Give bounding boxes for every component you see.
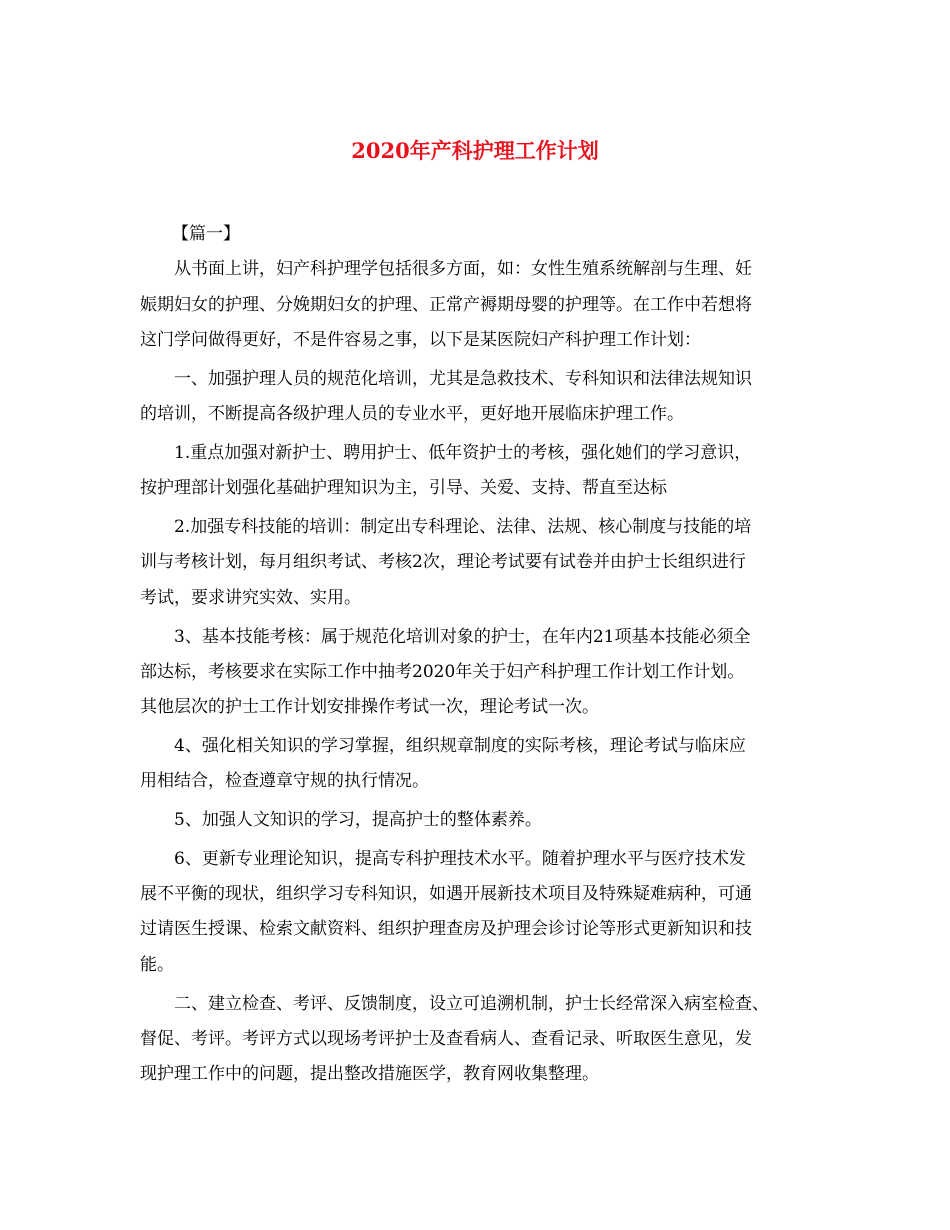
paragraph-line: 这门学问做得更好，不是件容易之事，以下是某医院妇产科护理工作计划：	[140, 330, 701, 350]
section-heading: 【篇一】	[172, 224, 240, 244]
paragraph-line: 训与考核计划，每月组织考试、考核2次，理论考试要有试卷并由护士长组织进行	[140, 552, 746, 572]
paragraph-line: 从书面上讲，妇产科护理学包括很多方面，如：女性生殖系统解剖与生理、妊	[174, 259, 752, 279]
paragraph-line: 一、加强护理人员的规范化培训，尤其是急救技术、专科知识和法律法规知识	[174, 369, 752, 389]
paragraph-line: 二、建立检查、考评、反馈制度，设立可追溯机制，护士长经常深入病室检查、	[174, 994, 769, 1014]
paragraph-line: 娠期妇女的护理、分娩期妇女的护理、正常产褥期母婴的护理等。在工作中若想将	[140, 295, 752, 315]
paragraph-line: 2.加强专科技能的培训：制定出专科理论、法律、法规、核心制度与技能的培	[174, 517, 752, 537]
paragraph-line: 督促、考评。考评方式以现场考评护士及查看病人、查看记录、听取医生意见，发	[140, 1029, 752, 1049]
paragraph-line: 展不平衡的现状，组织学习专科知识，如遇开展新技术项目及特殊疑难病种，可通	[140, 884, 752, 904]
paragraph-line: 5、加强人文知识的学习，提高护士的整体素养。	[174, 810, 542, 830]
paragraph-line: 其他层次的护士工作计划安排操作考试一次，理论考试一次。	[140, 697, 599, 717]
paragraph-line: 考试，要求讲究实效、实用。	[140, 588, 361, 608]
paragraph-line: 的培训，不断提高各级护理人员的专业水平，更好地开展临床护理工作。	[140, 404, 684, 424]
paragraph-line: 能。	[140, 955, 174, 975]
paragraph-line: 用相结合，检查遵章守规的执行情况。	[140, 771, 429, 791]
paragraph-line: 部达标，考核要求在实际工作中抽考2020年关于妇产科护理工作计划工作计划。	[140, 662, 745, 682]
paragraph-line: 现护理工作中的问题，提出整改措施医学，教育网收集整理。	[140, 1064, 599, 1084]
paragraph-line: 过请医生授课、检索文献资料、组织护理查房及护理会诊讨论等形式更新知识和技	[140, 919, 752, 939]
paragraph-line: 1.重点加强对新护士、聘用护士、低年资护士的考核，强化她们的学习意识，	[174, 443, 752, 463]
document-title: 2020年产科护理工作计划	[351, 138, 599, 163]
paragraph-line: 6、更新专业理论知识，提高专科护理技术水平。随着护理水平与医疗技术发	[174, 849, 746, 869]
paragraph-line: 4、强化相关知识的学习掌握，组织规章制度的实际考核，理论考试与临床应	[174, 736, 746, 756]
paragraph-line: 按护理部计划强化基础护理知识为主，引导、关爱、支持、帮直至达标	[140, 478, 667, 498]
paragraph-line: 3、基本技能考核：属于规范化培训对象的护士，在年内21项基本技能必须全	[174, 627, 751, 647]
